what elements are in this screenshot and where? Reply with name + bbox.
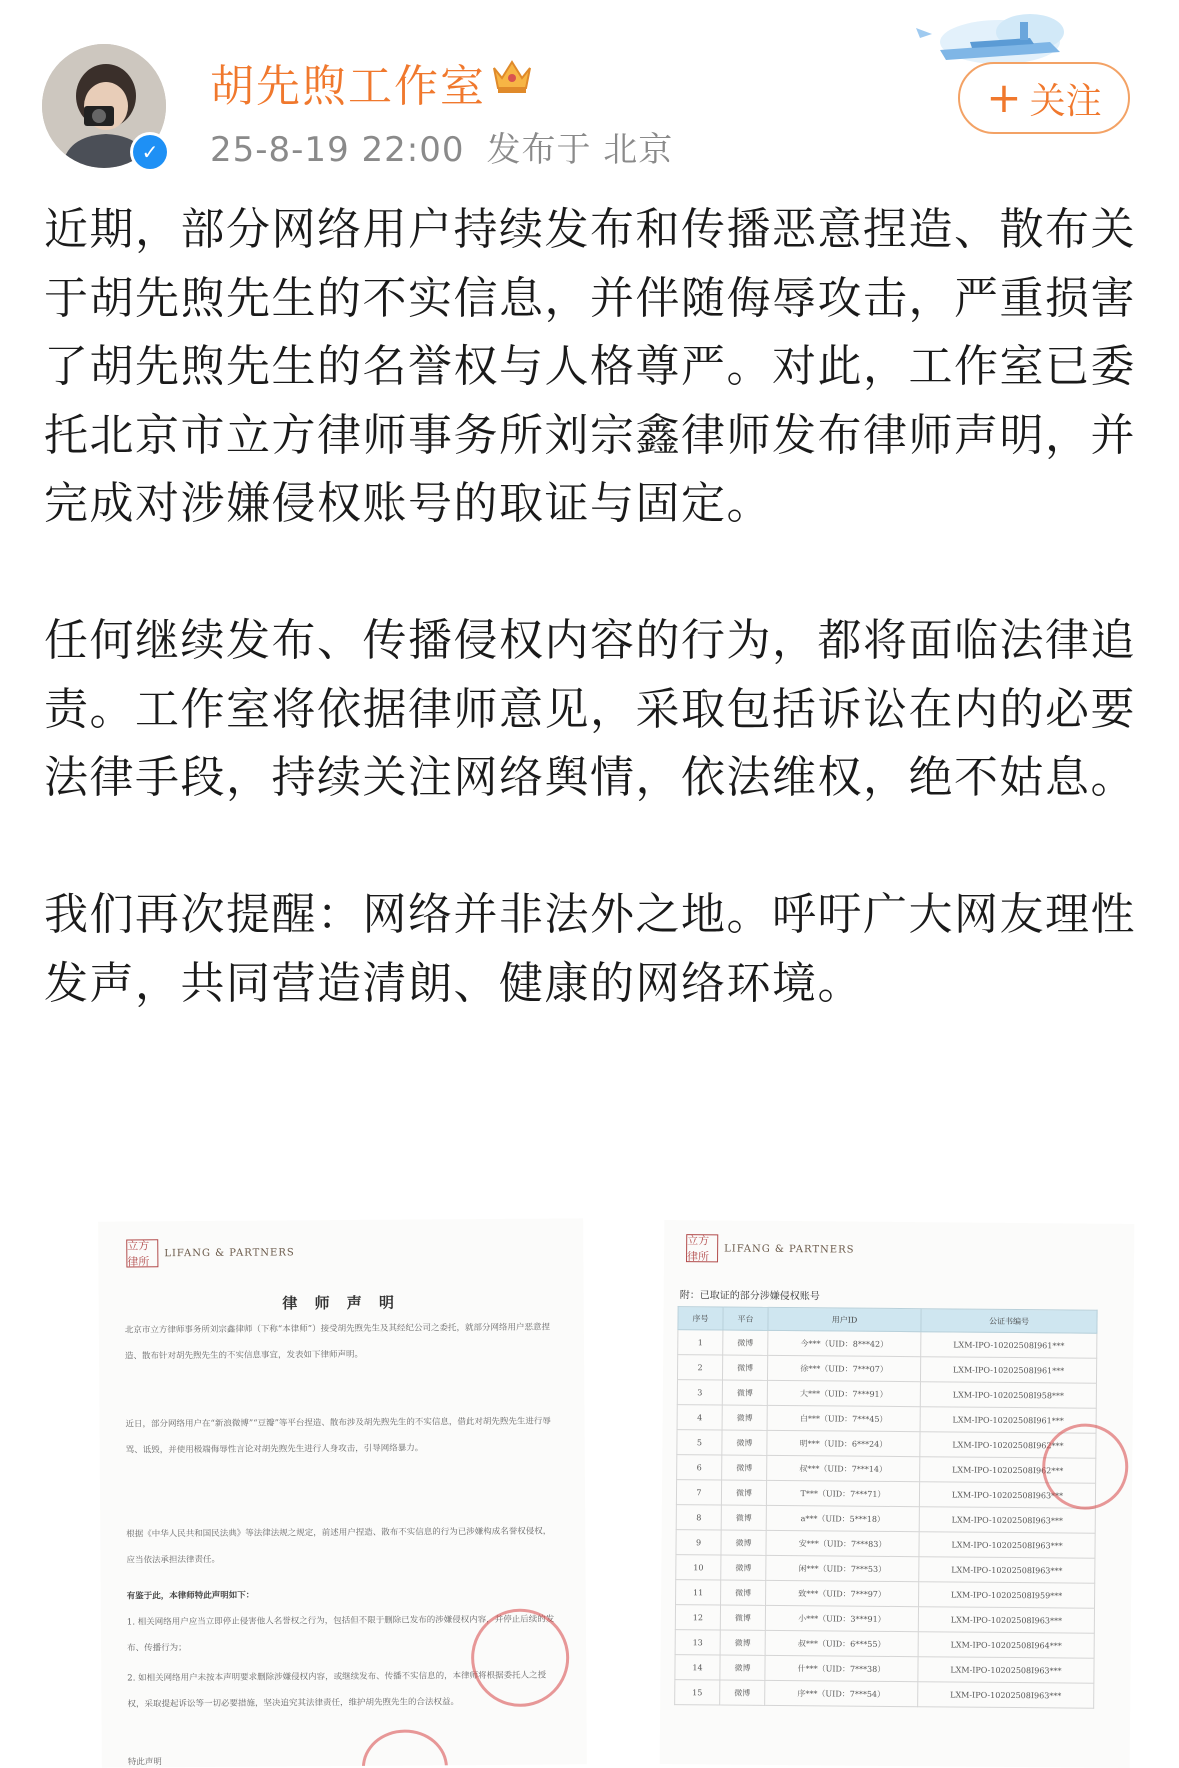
table-cell: LXM-IPO-10202508I963*** bbox=[919, 1557, 1095, 1584]
table-cell: 1 bbox=[678, 1330, 723, 1355]
table-cell: LXM-IPO-10202508I962*** bbox=[920, 1432, 1096, 1459]
follow-label: 关注 bbox=[1029, 80, 1102, 122]
statement-item: 1. 相关网络用户应当立即停止侵害他人名誉权之行为，包括但不限于删除已发布的涉嫌侵权内容，并停止后续的发布、传播行为； bbox=[126, 1614, 555, 1654]
post-timestamp: 25-8-19 22:00 bbox=[210, 130, 465, 170]
table-row bbox=[677, 1405, 1096, 1434]
table-row bbox=[677, 1430, 1096, 1459]
attachment-image-accounts[interactable] bbox=[660, 1220, 1135, 1768]
table-cell: LXM-IPO-10202508I963*** bbox=[918, 1657, 1094, 1684]
table-cell: 13 bbox=[675, 1630, 720, 1655]
table-cell: LXM-IPO-10202508I961*** bbox=[920, 1357, 1096, 1384]
statement-para: 近日，部分网络用户在“新浪微博”“豆瓣”等平台捏造、散布涉及胡先煦先生的不实信息，借此对胡先煦先生进行辱骂、诋毁，并使用极端侮辱性言论对胡先煦先生进行人身攻击，引导网络暴力。 bbox=[125, 1416, 551, 1456]
table-cell: 什***（UID：7***38） bbox=[765, 1655, 918, 1681]
table-cell: 微博 bbox=[722, 1405, 767, 1430]
table-cell: 15 bbox=[675, 1680, 720, 1705]
table-cell: LXM-IPO-10202508I963*** bbox=[919, 1482, 1095, 1509]
statement-heading: 有鉴于此，本律师特此声明如下： bbox=[126, 1590, 255, 1602]
table-cell: 6 bbox=[677, 1455, 722, 1480]
table-cell: LXM-IPO-10202508I959*** bbox=[919, 1582, 1095, 1609]
table-cell: 微博 bbox=[720, 1680, 765, 1705]
column-header: 序号 bbox=[678, 1307, 723, 1330]
firm-logo: 立方律所 bbox=[686, 1234, 718, 1262]
table-cell: 小***（UID：3***91） bbox=[765, 1605, 918, 1631]
statement-para: 根据《中华人民共和国民法典》等法律法规之规定，前述用户捏造、散布不实信息的行为已涉嫌构成名誉权侵权，应当依法承担法律责任。 bbox=[126, 1526, 552, 1566]
accounts-table bbox=[674, 1306, 1097, 1709]
plus-icon: + bbox=[986, 73, 1022, 122]
post-paragraph: 任何继续发布、传播侵权内容的行为，都将面临法律追责。工作室将依据律师意见，采取包括诉讼在内的必要法律手段，持续关注网络舆情，依法维权，绝不姑息。 bbox=[44, 615, 1136, 803]
table-cell: 闲***（UID：7***53） bbox=[766, 1555, 919, 1581]
post-paragraph: 近期，部分网络用户持续发布和传播恶意捏造、散布关于胡先煦先生的不实信息，并伴随侮辱攻击，严重损害了胡先煦先生的名誉权与人格尊严。对此，工作室已委托北京市立方律师事务所刘宗鑫律师发布律师声明，并完成对涉嫌侵权账号的取证与固定。 bbox=[44, 204, 1136, 529]
column-header: 用户ID bbox=[768, 1307, 921, 1331]
table-cell: 14 bbox=[675, 1655, 720, 1680]
firm-logo: 立方律所 bbox=[126, 1239, 158, 1267]
vip-crown-icon bbox=[490, 56, 534, 100]
seal-stamp-icon bbox=[471, 1608, 570, 1707]
table-cell: 微博 bbox=[721, 1555, 766, 1580]
table-cell: LXM-IPO-10202508I961*** bbox=[921, 1332, 1097, 1359]
table-cell: a***（UID：5***18） bbox=[766, 1505, 919, 1531]
table-cell: 微博 bbox=[720, 1605, 765, 1630]
table-cell: 2 bbox=[677, 1355, 722, 1380]
table-cell: LXM-IPO-10202508I963*** bbox=[919, 1532, 1095, 1559]
table-cell: 微博 bbox=[722, 1455, 767, 1480]
table-cell: 叔***（UID：7***14） bbox=[767, 1455, 920, 1481]
column-header: 平台 bbox=[723, 1307, 768, 1330]
statement-title: 律 师 声 明 bbox=[282, 1293, 401, 1313]
post-meta bbox=[210, 122, 673, 171]
table-cell: 5 bbox=[677, 1430, 722, 1455]
post-paragraph: 我们再次提醒：网络并非法外之地。呼吁广大网友理性发声，共同营造清朗、健康的网络环境。 bbox=[44, 889, 1136, 1009]
table-row bbox=[676, 1580, 1095, 1609]
table-row bbox=[675, 1605, 1094, 1634]
table-row bbox=[675, 1655, 1094, 1684]
attachment-image-statement[interactable] bbox=[98, 1218, 587, 1767]
table-cell: 11 bbox=[676, 1580, 721, 1605]
table-cell: LXM-IPO-10202508I963*** bbox=[918, 1682, 1094, 1709]
firm-name: LIFANG & PARTNERS bbox=[724, 1242, 855, 1256]
table-row bbox=[676, 1480, 1095, 1509]
table-cell: 序***（UID：7***54） bbox=[765, 1680, 918, 1706]
statement-intro: 北京市立方律师事务所刘宗鑫律师（下称“本律师”）接受胡先煦先生及其经纪公司之委托，就部分网络用户恶意捏造、散布针对胡先煦先生的不实信息事宜，发表如下律师声明。 bbox=[124, 1322, 551, 1362]
accounts-caption: 附：已取证的部分涉嫌侵权账号 bbox=[679, 1290, 820, 1303]
table-cell: 9 bbox=[676, 1530, 721, 1555]
column-header: 公证书编号 bbox=[921, 1309, 1097, 1334]
table-cell: 微博 bbox=[721, 1505, 766, 1530]
table-cell: T***（UID：7***71） bbox=[766, 1480, 919, 1506]
table-cell: 大***（UID：7***91） bbox=[767, 1380, 920, 1406]
statement-sign: 特此声明 bbox=[127, 1757, 162, 1768]
table-cell: 微博 bbox=[720, 1630, 765, 1655]
table-cell: 叔***（UID：6***55） bbox=[765, 1630, 918, 1656]
table-row bbox=[676, 1530, 1095, 1559]
table-cell: LXM-IPO-10202508I963*** bbox=[919, 1507, 1095, 1534]
firm-name: LIFANG & PARTNERS bbox=[164, 1246, 295, 1259]
table-cell: 微博 bbox=[722, 1430, 767, 1455]
table-cell: 微博 bbox=[721, 1480, 766, 1505]
table-cell: 8 bbox=[676, 1505, 721, 1530]
table-cell: 今***（UID：8***42） bbox=[768, 1330, 921, 1356]
verified-badge bbox=[130, 132, 170, 172]
table-row bbox=[676, 1555, 1095, 1584]
seal-stamp-icon bbox=[1042, 1423, 1129, 1510]
post-location: 发布于 北京 bbox=[486, 130, 674, 170]
statement-item: 2. 如相关网络用户未按本声明要求删除涉嫌侵权内容，或继续发布、传播不实信息的，本律师将根据委托人之授权，采取提起诉讼等一切必要措施，坚决追究其法律责任，维护胡先煦先生的合法权益。 bbox=[127, 1670, 547, 1710]
table-cell: LXM-IPO-10202508I963*** bbox=[918, 1607, 1094, 1634]
table-cell: 3 bbox=[677, 1380, 722, 1405]
table-cell: 微博 bbox=[721, 1530, 766, 1555]
table-cell: 10 bbox=[676, 1555, 721, 1580]
table-row bbox=[678, 1330, 1097, 1359]
table-cell: LXM-IPO-10202508I964*** bbox=[918, 1632, 1094, 1659]
table-cell: 微博 bbox=[722, 1380, 767, 1405]
table-cell: 4 bbox=[677, 1405, 722, 1430]
verified-badge-icon: ✓ bbox=[133, 135, 167, 169]
table-cell: 微博 bbox=[720, 1655, 765, 1680]
table-cell: 致***（UID：7***97） bbox=[766, 1580, 919, 1606]
letterhead bbox=[686, 1234, 855, 1263]
table-cell: 白***（UID：7***45） bbox=[767, 1405, 920, 1431]
follow-button[interactable] bbox=[958, 62, 1130, 134]
table-row bbox=[676, 1505, 1095, 1534]
table-cell: LXM-IPO-10202508I958*** bbox=[920, 1382, 1096, 1409]
table-cell: 徐***（UID：7***07） bbox=[767, 1355, 920, 1381]
table-cell: 明***（UID：6***24） bbox=[767, 1430, 920, 1456]
table-row bbox=[677, 1455, 1096, 1484]
table-cell: 微博 bbox=[722, 1355, 767, 1380]
table-cell: 微博 bbox=[721, 1580, 766, 1605]
table-cell: 7 bbox=[676, 1480, 721, 1505]
table-row bbox=[675, 1630, 1094, 1659]
seal-stamp-icon bbox=[362, 1729, 449, 1767]
table-cell: 安***（UID：7***83） bbox=[766, 1530, 919, 1556]
letterhead bbox=[126, 1238, 295, 1267]
table-row bbox=[677, 1380, 1096, 1409]
table-cell: LXM-IPO-10202508I961*** bbox=[920, 1407, 1096, 1434]
table-row bbox=[677, 1355, 1096, 1384]
table-cell: LXM-IPO-10202508I962*** bbox=[920, 1457, 1096, 1484]
table-cell: 12 bbox=[675, 1605, 720, 1630]
username[interactable]: 胡先煦工作室 bbox=[210, 61, 486, 112]
table-row bbox=[675, 1680, 1094, 1709]
post-body bbox=[44, 196, 1139, 1087]
table-cell: 微博 bbox=[723, 1330, 768, 1355]
